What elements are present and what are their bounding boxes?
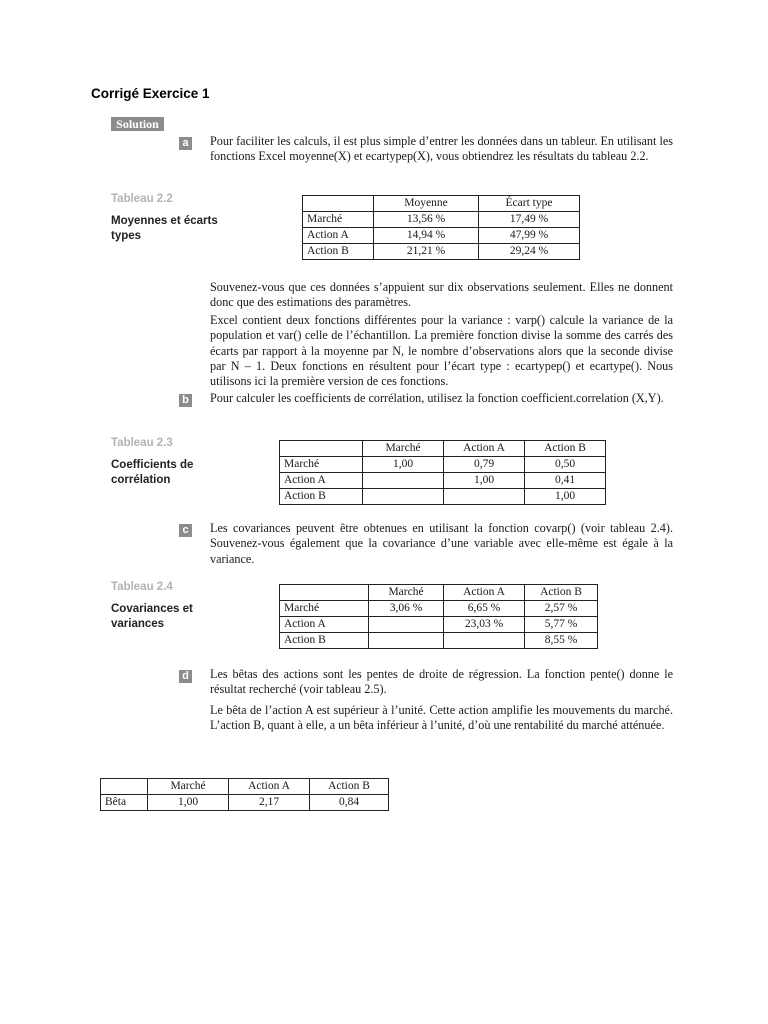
table-cell: 29,24 %	[479, 244, 580, 260]
table-cell: 6,65 %	[444, 601, 525, 617]
table-cell: 2,57 %	[525, 601, 598, 617]
row-label: Action A	[280, 617, 369, 633]
table-header-row	[280, 441, 606, 457]
table-cell: 21,21 %	[374, 244, 479, 260]
table-header-row	[303, 196, 580, 212]
paragraph-c: Les covariances peuvent être obtenues en utilisant la fonction covarp() (voir tableau 2.4). Souvenez-vous également que la covariance d’une variable avec elle-même est égale à la variance.	[210, 521, 673, 566]
table-row	[303, 244, 580, 260]
header-cell: Action B	[525, 585, 598, 601]
row-label: Marché	[303, 212, 374, 228]
header-cell	[280, 441, 363, 457]
header-cell: Moyenne	[374, 196, 479, 212]
header-cell: Écart type	[479, 196, 580, 212]
table-2-3-number: Tableau 2.3	[111, 437, 173, 449]
table-cell: 1,00	[525, 489, 606, 505]
table-row	[303, 212, 580, 228]
paragraph-a2: Souvenez-vous que ces données s’appuient sur dix observations seulement. Elles ne donnent donc que des estimations des paramètres.	[210, 280, 673, 310]
table-cell: 3,06 %	[369, 601, 444, 617]
table-cell	[444, 633, 525, 649]
table-cell: 1,00	[363, 457, 444, 473]
table-cell: 0,79	[444, 457, 525, 473]
table-row	[280, 457, 606, 473]
header-cell: Marché	[369, 585, 444, 601]
letter-b-badge: b	[179, 394, 192, 407]
table-cell: 17,49 %	[479, 212, 580, 228]
table-row	[280, 633, 598, 649]
paragraph-d2: Le bêta de l’action A est supérieur à l’unité. Cette action amplifie les mouvements du marché. L’action B, quant à elle, a un bêta inférieur à l’unité, d’où une rentabilité du marché atténuée.	[210, 703, 673, 733]
table-cell	[363, 489, 444, 505]
row-label: Action B	[303, 244, 374, 260]
table-cell: 0,41	[525, 473, 606, 489]
table-row	[280, 601, 598, 617]
table-2-4-caption: Covariances et variances	[111, 603, 193, 630]
paragraph-b: Pour calculer les coefficients de corrélation, utilisez la fonction coefficient.correlation (X,Y).	[210, 391, 664, 405]
header-cell	[101, 779, 148, 795]
table-header-row	[101, 779, 389, 795]
paragraph-d: Les bêtas des actions sont les pentes de droite de régression. La fonction pente() donne le résultat recherché (voir tableau 2.5).	[210, 667, 673, 697]
row-label: Bêta	[101, 795, 148, 811]
letter-d-badge: d	[179, 670, 192, 683]
table-row	[280, 617, 598, 633]
table-cell: 14,94 %	[374, 228, 479, 244]
row-label: Action B	[280, 633, 369, 649]
row-label: Action B	[280, 489, 363, 505]
page-title: Corrigé Exercice 1	[91, 86, 210, 101]
paragraph-a: Pour faciliter les calculs, il est plus simple d’entrer les données dans un tableur. En utilisant les fonctions Excel moyenne(X) et ecartypep(X), vous obtiendrez les résultats du tableau 2.2.	[210, 134, 673, 164]
letter-a-badge: a	[179, 137, 192, 150]
table-cell: 23,03 %	[444, 617, 525, 633]
table-cell: 0,84	[310, 795, 389, 811]
table-row	[280, 489, 606, 505]
table-2-3-caption: Coefficients de corrélation	[111, 459, 194, 486]
table-header-row	[280, 585, 598, 601]
letter-c-badge: c	[179, 524, 192, 537]
header-cell: Marché	[148, 779, 229, 795]
solution-badge: Solution	[111, 117, 164, 131]
table-row	[101, 795, 389, 811]
header-cell: Marché	[363, 441, 444, 457]
paragraph-a3: Excel contient deux fonctions différentes pour la variance : varp() calcule la variance de la population et var() celle de l’échantillon. La première fonction divise la somme des carrés des écarts par rapport à la moyenne par N, le nombre d’observations alors que la seconde divise par N – 1. Deux fonctions en résultent pour l’écart type : ecartypep() et ecartype(). Nous utilisons ici la première version de ces fonctions.	[210, 313, 673, 389]
table-2-3	[279, 440, 606, 505]
row-label: Marché	[280, 601, 369, 617]
table-row	[280, 473, 606, 489]
table-cell	[444, 489, 525, 505]
header-cell: Action B	[310, 779, 389, 795]
table-cell: 1,00	[148, 795, 229, 811]
table-beta	[100, 778, 389, 811]
table-cell: 2,17	[229, 795, 310, 811]
header-cell: Action A	[444, 441, 525, 457]
table-2-4-number: Tableau 2.4	[111, 581, 173, 593]
table-2-2-number: Tableau 2.2	[111, 193, 173, 205]
table-cell: 1,00	[444, 473, 525, 489]
table-row	[303, 228, 580, 244]
table-2-2	[302, 195, 580, 260]
header-cell: Action A	[444, 585, 525, 601]
table-cell	[369, 633, 444, 649]
table-cell: 8,55 %	[525, 633, 598, 649]
table-cell: 0,50	[525, 457, 606, 473]
table-cell	[363, 473, 444, 489]
table-2-2-caption: Moyennes et écarts types	[111, 215, 218, 242]
row-label: Marché	[280, 457, 363, 473]
table-cell: 47,99 %	[479, 228, 580, 244]
row-label: Action A	[303, 228, 374, 244]
table-cell	[369, 617, 444, 633]
header-cell: Action B	[525, 441, 606, 457]
table-cell: 5,77 %	[525, 617, 598, 633]
table-2-4	[279, 584, 598, 649]
header-cell	[303, 196, 374, 212]
header-cell	[280, 585, 369, 601]
header-cell: Action A	[229, 779, 310, 795]
row-label: Action A	[280, 473, 363, 489]
table-cell: 13,56 %	[374, 212, 479, 228]
